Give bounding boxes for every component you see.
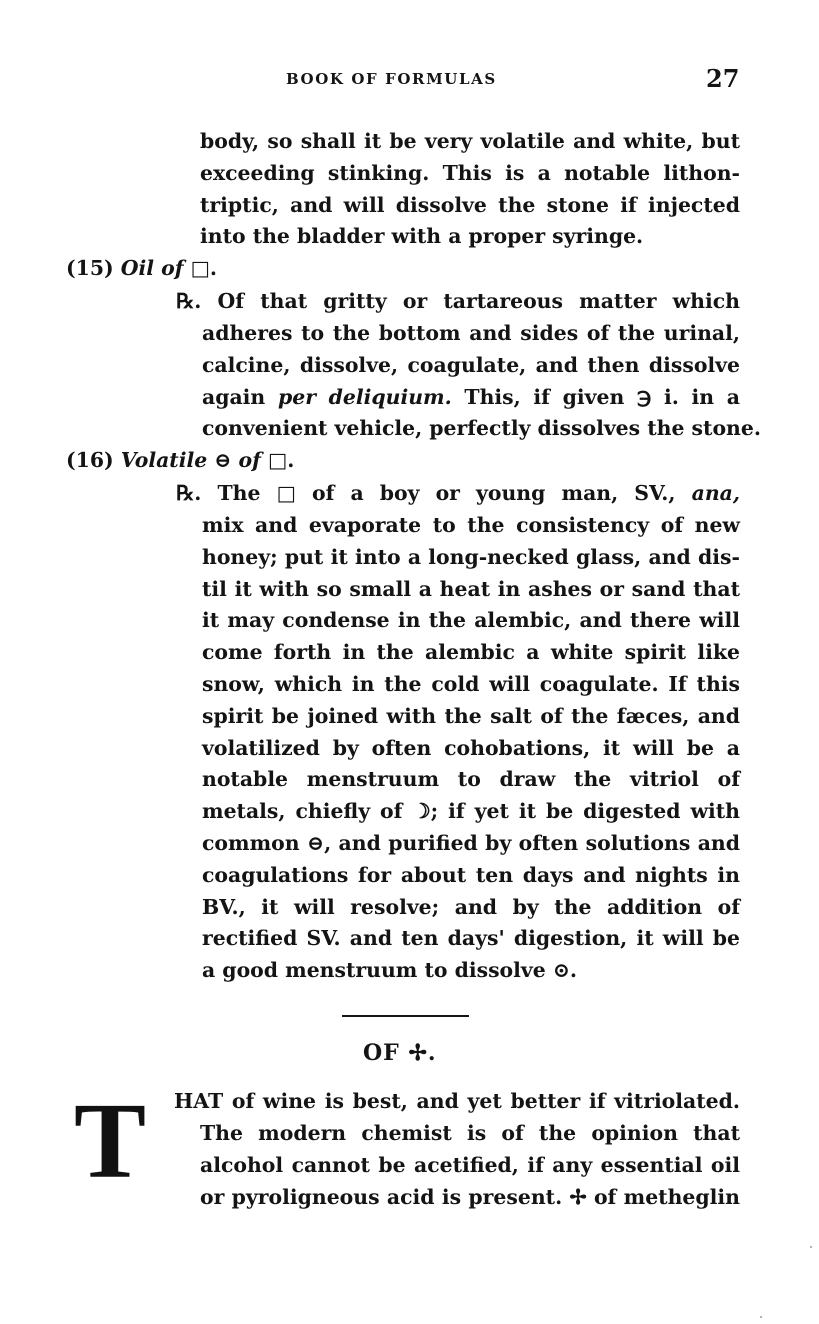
entry-15-body-cont [202, 318, 761, 445]
text-line [176, 478, 740, 510]
text-span: Of that gritty or tartareous matter which [217, 289, 740, 313]
entry-15-heading [66, 256, 217, 280]
section-divider [342, 1015, 469, 1017]
text-line: spirit be joined with the salt of the fæces, and [202, 703, 740, 728]
urine-symbol-icon: □ [267, 448, 288, 472]
text-line [202, 828, 740, 860]
section-title: OF [363, 1040, 400, 1066]
text-line: alcohol cannot be acetified, if any essential oil [200, 1152, 740, 1177]
section-body [200, 1118, 740, 1213]
entry-15-body [176, 286, 740, 318]
entry-16-heading [66, 448, 294, 472]
recipe-mark-icon: ℞. [176, 481, 202, 505]
text-span: common [202, 830, 300, 855]
entry-title: Oil of [120, 256, 184, 280]
text-line: til it with so small a heat in ashes or sand that [202, 576, 740, 601]
drop-cap: T [74, 1082, 147, 1201]
text-span: a good menstruum to dissolve [202, 958, 546, 983]
text-line: come forth in the alembic a white spirit like [202, 640, 740, 665]
text-line: into the bladder with a proper syringe. [200, 224, 644, 249]
text-line: honey; put it into a long-necked glass, and dis- [202, 544, 740, 569]
text-line [200, 1182, 740, 1214]
entry-number: (15) [66, 256, 114, 280]
text-line: calcine, dissolve, coagulate, and then dissolve [202, 352, 740, 377]
entry-title-of: of [238, 448, 261, 472]
text-span: of a boy or young man, SV., [311, 481, 676, 505]
text-line [202, 955, 740, 987]
recipe-mark-icon: ℞. [176, 289, 202, 313]
text-line: BV., it will resolve; and by the addition of [202, 894, 740, 919]
section-heading [363, 1040, 437, 1066]
text-line: coagulations for about ten days and nights in [202, 862, 740, 887]
entry-title-end: . [287, 448, 295, 472]
text-line: adheres to the bottom and sides of the urinal, [202, 321, 740, 345]
urine-symbol-icon: □ [190, 256, 210, 280]
paper-speck [810, 1246, 812, 1248]
moon-symbol-icon: ☽ [412, 799, 431, 824]
urine-symbol-icon: □ [276, 481, 296, 505]
text-span: of metheglin [593, 1184, 740, 1209]
text-line [202, 796, 740, 828]
text-line: convenient vehicle, perfectly dissolves the stone. [202, 416, 761, 441]
text-span: ; if yet it be digested with [430, 799, 740, 824]
text-line: it may condense in the alembic, and there will [202, 608, 740, 633]
italic-phrase: per deliquium. [277, 384, 452, 409]
text-line: mix and evaporate to the consistency of new [202, 513, 740, 537]
text-line: notable menstruum to draw the vitriol of [202, 767, 740, 792]
text-line: exceeding stinking. This is a notable lithon- [200, 160, 740, 185]
text-line [202, 382, 740, 414]
page-number: 27 [706, 64, 740, 93]
text-line: rectified SV. and ten days' digestion, it will be [202, 926, 740, 951]
salt-symbol-icon: ⊖ [306, 830, 325, 855]
vinegar-symbol-icon: ✢ [408, 1040, 428, 1066]
text-span: metals, chiefly of [202, 799, 403, 824]
text-span: . [569, 958, 578, 983]
gold-symbol-icon: ⊙ [552, 958, 570, 983]
text-line: volatilized by often cohobations, it will be a [202, 735, 740, 760]
continuation-paragraph [200, 126, 740, 253]
italic-phrase: ana, [691, 481, 740, 505]
text-line: triptic, and will dissolve the stone if injected [200, 192, 740, 217]
text-span: This, if given ℈ i. in a [464, 384, 740, 409]
entry-title: Volatile [120, 448, 208, 472]
text-span: , and purified by often solutions and [324, 830, 740, 855]
running-head: BOOK OF FORMULAS [286, 70, 497, 88]
entry-16-first-line [176, 478, 740, 510]
text-line [176, 286, 740, 318]
entry-title-end: . [209, 256, 217, 280]
section-title-end: . [427, 1040, 437, 1066]
text-line: The modern chemist is of the opinion that [200, 1121, 740, 1145]
text-line: body, so shall it be very volatile and white, but [200, 129, 740, 153]
paper-speck [760, 1316, 762, 1318]
entry-number: (16) [66, 448, 114, 472]
section-first-line [174, 1086, 740, 1118]
entry-16-body [202, 510, 740, 987]
text-span: again [202, 384, 266, 409]
text-span: or pyroligneous acid is present. [200, 1184, 563, 1209]
vinegar-symbol-icon: ✢ [569, 1184, 587, 1209]
salt-symbol-icon: ⊖ [214, 448, 232, 472]
text-line: snow, which in the cold will coagulate. If this [202, 671, 740, 696]
text-line: HAT of wine is best, and yet better if vitriolated. [174, 1089, 740, 1113]
text-span: The [217, 481, 261, 505]
